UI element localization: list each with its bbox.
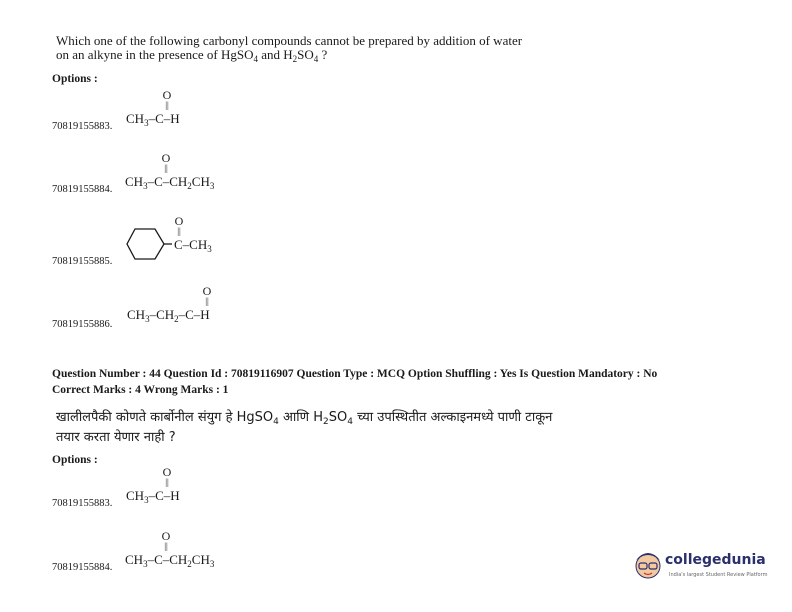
chemical-formula: $C-CH_3$ xyxy=(174,237,212,254)
question-text-marathi-line1: खालीलपैकी कोणते कार्बोनील संयुग हे HgSO$_4$ आणि $H_2SO_4$ च्या उपस्थितीत अल्काइनमध्ये पाणी टाकून xyxy=(56,410,553,427)
chemical-formula: $CH_3-CH_2-C-H$ xyxy=(127,307,210,324)
question-text-line2: on an alkyne in the presence of HgSO$_4$ and $H_2SO_4$ ? xyxy=(56,47,328,64)
options-label: Options : xyxy=(52,454,98,466)
option-id: 70819155884. xyxy=(52,184,113,195)
chemical-formula: $CH_3-C-H$ xyxy=(126,488,180,505)
logo-name: collegedunia xyxy=(665,552,766,568)
option-id: 70819155886. xyxy=(52,319,113,330)
chemical-formula: $CH_3-C-CH_2CH_3$ xyxy=(125,552,215,569)
carbonyl-oxygen: O || xyxy=(202,284,212,306)
student-mascot-icon xyxy=(633,548,663,582)
carbonyl-oxygen: O || xyxy=(162,88,172,110)
option-id: 70819155883. xyxy=(52,498,113,509)
chemical-formula: $CH_3-C-H$ xyxy=(126,111,180,128)
option-id: 70819155883. xyxy=(52,121,113,132)
question-text-line1: Which one of the following carbonyl compounds cannot be prepared by addition of water xyxy=(56,33,523,48)
question-marks: Correct Marks : 4 Wrong Marks : 1 xyxy=(52,384,229,396)
option-id: 70819155885. xyxy=(52,256,113,267)
carbonyl-oxygen: O || xyxy=(174,214,184,236)
option-id: 70819155884. xyxy=(52,562,113,573)
logo-tagline: India's largest Student Review Platform xyxy=(669,572,768,578)
carbonyl-oxygen: O || xyxy=(161,529,171,551)
collegedunia-logo xyxy=(633,548,768,584)
carbonyl-oxygen: O || xyxy=(162,465,172,487)
carbonyl-oxygen: O || xyxy=(161,151,171,173)
question-text-marathi-line2: तयार करता येणार नाही ? xyxy=(56,430,176,445)
chemical-formula: $CH_3-C-CH_2CH_3$ xyxy=(125,174,215,191)
question-meta: Question Number : 44 Question Id : 70819116907 Question Type : MCQ Option Shuffling : Yes Is Question Mandatory : No xyxy=(52,368,658,380)
cyclohexane-ring-icon xyxy=(126,226,172,262)
options-label: Options : xyxy=(52,73,98,85)
